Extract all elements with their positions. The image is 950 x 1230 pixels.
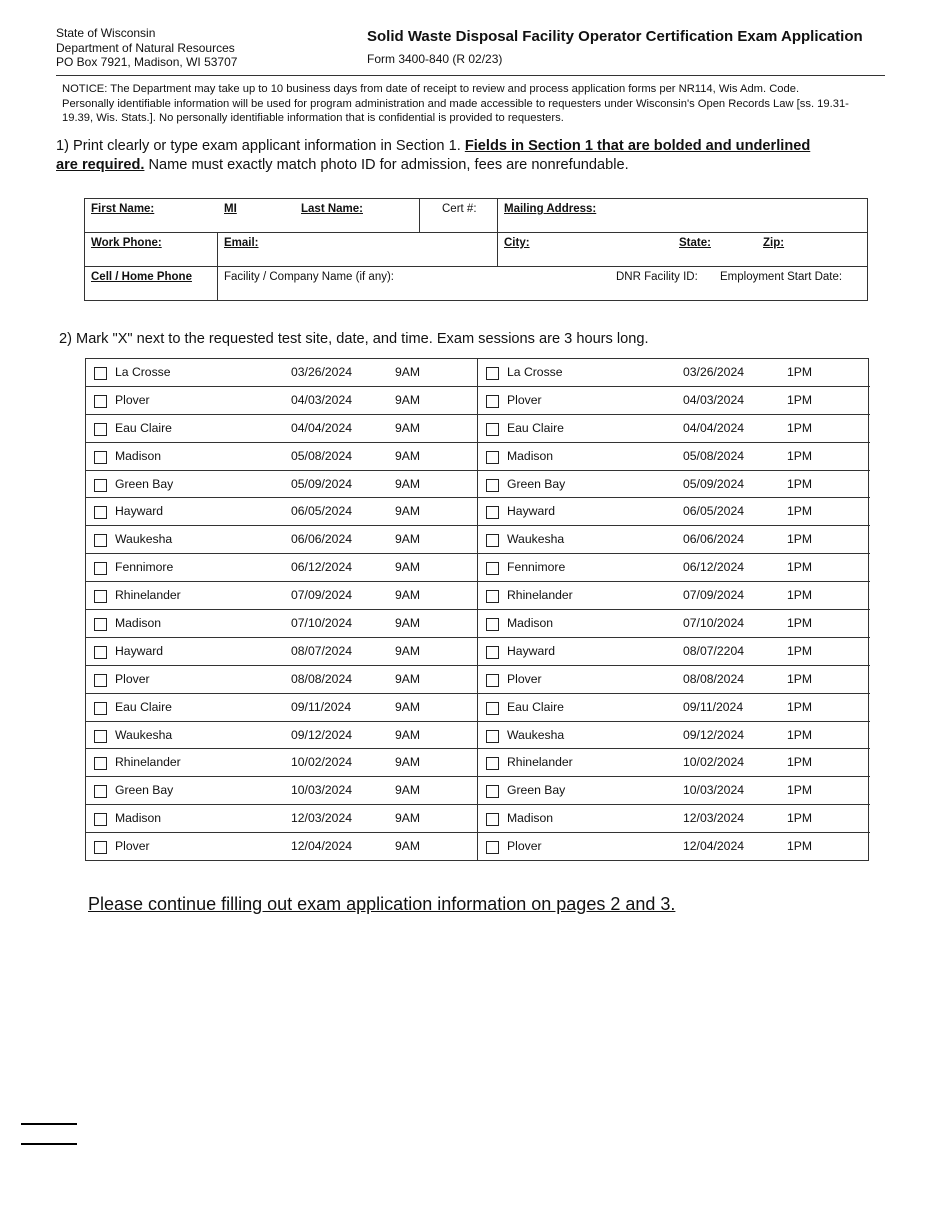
- session-time: 1PM: [787, 643, 813, 658]
- session-time: 9AM: [395, 365, 421, 379]
- session-checkbox[interactable]: [94, 562, 107, 575]
- session-site: Madison: [115, 616, 162, 631]
- session-row: [478, 638, 870, 666]
- session-date: 10/02/2024: [291, 755, 352, 770]
- session-row: [86, 526, 478, 554]
- applicant-info-table: [84, 198, 868, 301]
- session-date: 03/26/2024: [683, 365, 744, 379]
- session-row: [86, 554, 478, 582]
- session-site: Plover: [507, 392, 542, 407]
- facility-field[interactable]: [218, 267, 868, 301]
- session-site: Waukesha: [507, 727, 565, 742]
- session-date: 05/09/2024: [683, 476, 744, 491]
- session-checkbox[interactable]: [486, 423, 499, 436]
- session-row: [478, 833, 870, 861]
- session-time: 1PM: [787, 616, 813, 631]
- pm-sessions-column: [477, 359, 870, 860]
- email-field[interactable]: [218, 233, 498, 267]
- session-row: [478, 582, 870, 610]
- session-checkbox[interactable]: [94, 451, 107, 464]
- margin-mark-bottom: [21, 1143, 77, 1145]
- session-date: 09/11/2024: [683, 699, 744, 714]
- session-time: 9AM: [395, 755, 421, 770]
- section1-trailing: Name must exactly match photo ID for admission, fees are nonrefundable.: [144, 156, 629, 173]
- session-checkbox[interactable]: [486, 674, 499, 687]
- section1-intro: 1) Print clearly or type exam applicant information in Section 1.: [56, 138, 465, 154]
- session-row: [478, 526, 870, 554]
- session-checkbox[interactable]: [94, 785, 107, 798]
- session-checkbox[interactable]: [486, 646, 499, 659]
- session-time: 1PM: [787, 588, 813, 603]
- work-phone-label: Work Phone:: [91, 237, 162, 249]
- session-time: 1PM: [787, 671, 813, 686]
- session-time: 1PM: [787, 504, 813, 519]
- session-site: La Crosse: [507, 365, 563, 379]
- session-checkbox[interactable]: [94, 757, 107, 770]
- session-row: [478, 498, 870, 526]
- session-date: 04/04/2024: [683, 420, 744, 435]
- session-time: 9AM: [395, 783, 421, 798]
- session-row: [478, 554, 870, 582]
- session-date: 06/12/2024: [683, 560, 744, 575]
- session-date: 09/12/2024: [683, 727, 744, 742]
- session-checkbox[interactable]: [486, 534, 499, 547]
- session-checkbox[interactable]: [486, 730, 499, 743]
- session-row: [86, 749, 478, 777]
- mi-label: MI: [224, 203, 237, 215]
- session-date: 04/04/2024: [291, 420, 352, 435]
- session-date: 12/03/2024: [291, 811, 352, 826]
- session-time: 1PM: [787, 811, 813, 826]
- session-site: Hayward: [115, 504, 164, 519]
- session-date: 07/10/2024: [291, 616, 352, 631]
- session-site: Fennimore: [115, 560, 174, 575]
- session-checkbox[interactable]: [486, 506, 499, 519]
- session-checkbox[interactable]: [94, 730, 107, 743]
- agency-line-address: PO Box 7921, Madison, WI 53707: [56, 55, 238, 69]
- session-site: Green Bay: [507, 476, 566, 491]
- session-row: [86, 777, 478, 805]
- zip-label: Zip:: [763, 237, 785, 249]
- session-site: Hayward: [115, 643, 164, 658]
- session-row: [478, 749, 870, 777]
- session-site: Waukesha: [115, 727, 173, 742]
- session-row: [86, 387, 478, 415]
- session-checkbox[interactable]: [486, 785, 499, 798]
- first-name-field[interactable]: [85, 199, 420, 233]
- session-checkbox[interactable]: [94, 813, 107, 826]
- session-row: [478, 694, 870, 722]
- session-site: Green Bay: [115, 783, 174, 798]
- session-row: [86, 471, 478, 499]
- form-number: Form 3400-840 (R 02/23): [367, 52, 503, 66]
- session-checkbox[interactable]: [486, 813, 499, 826]
- agency-line-state: State of Wisconsin: [56, 26, 156, 40]
- form-title: Solid Waste Disposal Facility Operator Certification Exam Application: [367, 28, 863, 45]
- session-date: 10/02/2024: [683, 755, 744, 770]
- session-site: Madison: [507, 616, 554, 631]
- session-site: Waukesha: [115, 532, 173, 547]
- session-checkbox[interactable]: [94, 479, 107, 492]
- agency-block: [56, 26, 237, 70]
- first-name-label: First Name:: [91, 203, 155, 215]
- session-time: 1PM: [787, 783, 813, 798]
- session-row: [478, 443, 870, 471]
- session-time: 1PM: [787, 392, 813, 407]
- session-row: [478, 722, 870, 750]
- session-time: 1PM: [787, 727, 813, 742]
- session-date: 06/12/2024: [291, 560, 352, 575]
- session-checkbox[interactable]: [486, 451, 499, 464]
- section1-required-note: Fields in Section 1 that are bolded and underlined are required.: [56, 138, 811, 173]
- session-date: 05/08/2024: [291, 448, 352, 463]
- session-date: 07/10/2024: [683, 616, 744, 631]
- cell-phone-field[interactable]: [85, 267, 218, 301]
- session-checkbox[interactable]: [486, 562, 499, 575]
- session-row: [478, 415, 870, 443]
- session-date: 10/03/2024: [683, 783, 744, 798]
- state-label: State:: [679, 237, 711, 249]
- agency-line-department: Department of Natural Resources: [56, 40, 235, 55]
- session-time: 9AM: [395, 532, 421, 547]
- session-checkbox[interactable]: [486, 702, 499, 715]
- session-checkbox[interactable]: [94, 618, 107, 631]
- session-site: Eau Claire: [115, 699, 172, 714]
- session-checkbox[interactable]: [94, 590, 107, 603]
- session-date: 06/06/2024: [291, 532, 352, 547]
- session-date: 08/07/2204: [683, 643, 744, 658]
- session-checkbox[interactable]: [486, 590, 499, 603]
- session-time: 9AM: [395, 671, 421, 686]
- session-checkbox[interactable]: [486, 618, 499, 631]
- mailing-address-label: Mailing Address:: [504, 203, 597, 215]
- session-site: Rhinelander: [115, 755, 181, 770]
- cell-phone-label: Cell / Home Phone: [91, 271, 192, 283]
- session-time: 9AM: [395, 504, 421, 519]
- cert-number-field[interactable]: [420, 199, 498, 233]
- session-row: [86, 610, 478, 638]
- session-time: 9AM: [395, 476, 421, 491]
- session-date: 09/12/2024: [291, 727, 352, 742]
- session-time: 9AM: [395, 811, 421, 826]
- dnr-facility-id-label: DNR Facility ID:: [616, 271, 698, 283]
- session-checkbox[interactable]: [94, 506, 107, 519]
- session-site: Waukesha: [507, 532, 565, 547]
- session-date: 10/03/2024: [291, 783, 352, 798]
- session-row: [86, 498, 478, 526]
- session-checkbox[interactable]: [486, 841, 499, 854]
- session-row: [478, 805, 870, 833]
- session-time: 9AM: [395, 839, 421, 854]
- session-time: 1PM: [787, 532, 813, 547]
- session-time: 1PM: [787, 755, 813, 770]
- session-time: 1PM: [787, 448, 813, 463]
- session-date: 08/08/2024: [683, 671, 744, 686]
- session-site: Eau Claire: [507, 699, 564, 714]
- session-checkbox[interactable]: [94, 395, 107, 408]
- cert-number-label: Cert #:: [442, 203, 477, 215]
- session-time: 1PM: [787, 560, 813, 575]
- session-time: 9AM: [395, 616, 421, 631]
- session-checkbox[interactable]: [94, 534, 107, 547]
- session-date: 08/08/2024: [291, 671, 352, 686]
- session-site: Hayward: [507, 504, 556, 519]
- session-site: Madison: [115, 811, 162, 826]
- session-time: 9AM: [395, 392, 421, 407]
- session-time: 9AM: [395, 448, 421, 463]
- session-row: [478, 387, 870, 415]
- last-name-label: Last Name:: [301, 203, 363, 215]
- session-row: [86, 805, 478, 833]
- session-checkbox[interactable]: [486, 479, 499, 492]
- session-site: Madison: [507, 811, 554, 826]
- session-date: 04/03/2024: [683, 392, 744, 407]
- session-date: 09/11/2024: [291, 699, 352, 714]
- email-label: Email:: [224, 237, 259, 249]
- section2-instructions: 2) Mark "X" next to the requested test site, date, and time. Exam sessions are 3 hours long.: [59, 331, 649, 347]
- session-row: [478, 666, 870, 694]
- session-time: 9AM: [395, 643, 421, 658]
- session-time: 1PM: [787, 476, 813, 491]
- work-phone-field[interactable]: [85, 233, 218, 267]
- session-site: Green Bay: [115, 476, 174, 491]
- session-time: 9AM: [395, 560, 421, 575]
- city-label: City:: [504, 237, 530, 249]
- session-row: [478, 610, 870, 638]
- session-site: Rhinelander: [115, 588, 181, 603]
- session-date: 05/08/2024: [683, 448, 744, 463]
- session-row: [86, 833, 478, 861]
- session-checkbox[interactable]: [94, 841, 107, 854]
- session-row: [86, 443, 478, 471]
- session-time: 9AM: [395, 699, 421, 714]
- session-site: Green Bay: [507, 783, 566, 798]
- session-site: Plover: [115, 839, 150, 854]
- continue-note: Please continue filling out exam application information on pages 2 and 3.: [88, 894, 676, 914]
- session-row: [86, 638, 478, 666]
- header-divider: [56, 75, 885, 76]
- section1-instructions: [56, 137, 816, 174]
- session-checkbox[interactable]: [486, 757, 499, 770]
- session-site: Rhinelander: [507, 755, 573, 770]
- session-site: Plover: [115, 671, 150, 686]
- session-site: Fennimore: [507, 560, 566, 575]
- session-row: [86, 666, 478, 694]
- session-checkbox[interactable]: [94, 674, 107, 687]
- session-date: 12/04/2024: [683, 839, 744, 854]
- session-time: 9AM: [395, 727, 421, 742]
- margin-mark-top: [21, 1123, 77, 1125]
- session-row: [478, 777, 870, 805]
- session-checkbox[interactable]: [94, 646, 107, 659]
- session-date: 07/09/2024: [683, 588, 744, 603]
- session-row: [86, 359, 478, 387]
- session-date: 06/05/2024: [683, 504, 744, 519]
- session-site: Rhinelander: [507, 588, 573, 603]
- session-site: La Crosse: [115, 365, 171, 379]
- session-date: 06/05/2024: [291, 504, 352, 519]
- mailing-address-field[interactable]: [498, 199, 868, 233]
- am-sessions-column: [86, 359, 478, 860]
- session-row: [478, 471, 870, 499]
- session-date: 06/06/2024: [683, 532, 744, 547]
- privacy-notice: NOTICE: The Department may take up to 10 business days from date of receipt to review and process application forms per NR114, Wis Adm. Code. Personally identifiable information will be used for program administration and made accessible to requesters under Wisconsin's Open Records Law [ss. 19.31-19.39, Wis. Stats.]. No personally identifiable information that is confidential is provided to requesters.: [62, 83, 849, 124]
- session-date: 08/07/2024: [291, 643, 352, 658]
- session-row: [86, 694, 478, 722]
- session-checkbox[interactable]: [486, 367, 499, 380]
- session-site: Hayward: [507, 643, 556, 658]
- session-time: 1PM: [787, 839, 813, 854]
- session-time: 9AM: [395, 588, 421, 603]
- session-date: 12/03/2024: [683, 811, 744, 826]
- session-time: 1PM: [787, 699, 813, 714]
- session-checkbox[interactable]: [94, 367, 107, 380]
- session-site: Eau Claire: [507, 420, 564, 435]
- session-time: 1PM: [787, 365, 813, 379]
- session-row: [86, 722, 478, 750]
- session-row: [86, 582, 478, 610]
- session-site: Madison: [507, 448, 554, 463]
- session-date: 05/09/2024: [291, 476, 352, 491]
- exam-schedule-table: [85, 358, 869, 861]
- city-state-zip-field[interactable]: [498, 233, 868, 267]
- session-date: 07/09/2024: [291, 588, 352, 603]
- session-checkbox[interactable]: [486, 395, 499, 408]
- session-checkbox[interactable]: [94, 702, 107, 715]
- session-site: Plover: [507, 839, 542, 854]
- session-site: Plover: [115, 392, 150, 407]
- session-time: 1PM: [787, 420, 813, 435]
- session-row: [86, 415, 478, 443]
- session-date: 12/04/2024: [291, 839, 352, 854]
- facility-label: Facility / Company Name (if any):: [224, 271, 394, 283]
- session-site: Eau Claire: [115, 420, 172, 435]
- employment-start-label: Employment Start Date:: [720, 271, 843, 283]
- session-time: 9AM: [395, 420, 421, 435]
- session-row: [478, 359, 870, 387]
- session-date: 04/03/2024: [291, 392, 352, 407]
- session-date: 03/26/2024: [291, 365, 352, 379]
- session-checkbox[interactable]: [94, 423, 107, 436]
- session-site: Madison: [115, 448, 162, 463]
- session-site: Plover: [507, 671, 542, 686]
